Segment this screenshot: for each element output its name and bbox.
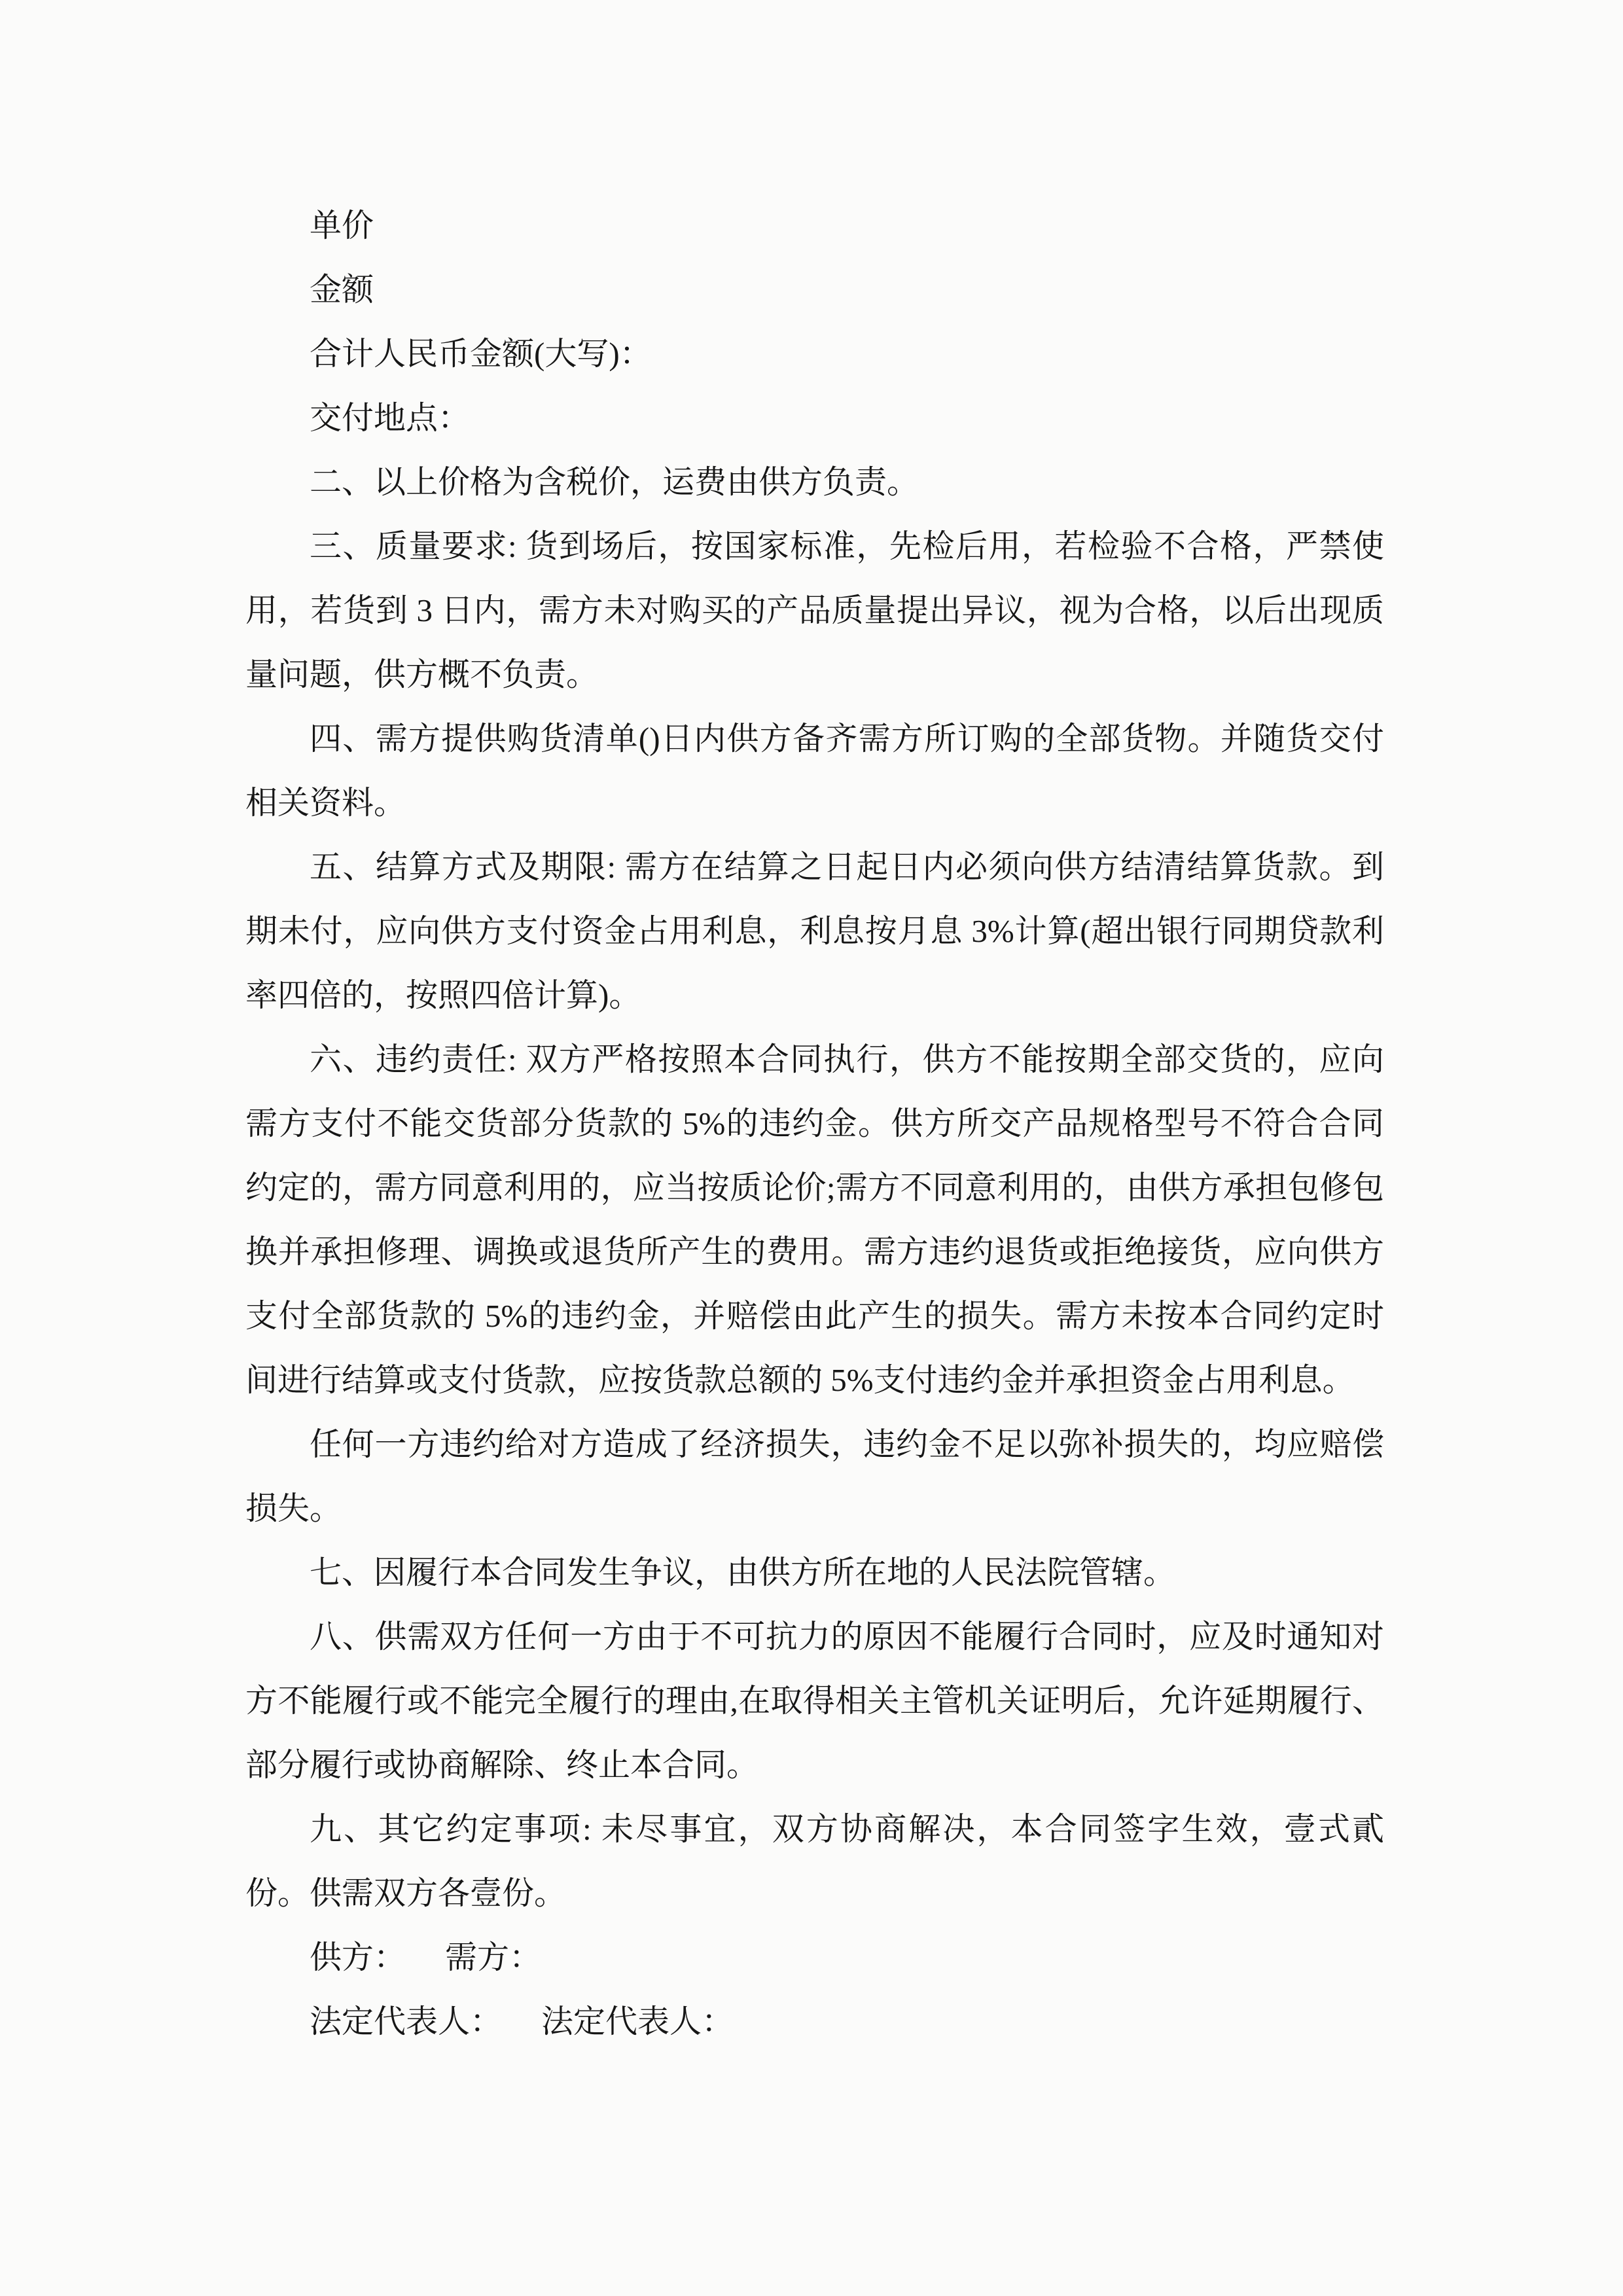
clause-9-other-matters: 九、其它约定事项: 未尽事宜，双方协商解决，本合同签字生效，壹式貳份。供需双方各壹份。 [245,1811,1384,1911]
contract-text-block [245,194,1384,2054]
clause-2-price-and-freight: 二、以上价格为含税价，运费由供方负责。 [310,464,919,500]
clause-8-force-majeure: 八、供需双方任何一方由于不可抗力的原因不能履行合同时，应及时通知对方不能履行或不能完全履行的理由,在取得相关主管机关证明后，允许延期履行、部分履行或协商解除、终止本合同。 [245,1619,1384,1783]
clause-5-settlement-terms: 五、结算方式及期限: 需方在结算之日起日内必须向供方结清结算货款。到期未付，应向供方支付资金占用利息，利息按月息 3%计算(超出银行同期贷款利率四倍的，按照四倍计算)。 [245,849,1384,1013]
buyer-label: 需方： [445,1939,542,1975]
clause-6-breach-liability: 六、违约责任: 双方严格按照本合同执行，供方不能按期全部交货的，应向需方支付不能交货部分货款的 5%的违约金。供方所交产品规格型号不符合合同约定的，需方同意利用的，应当按质论价;需方不同意利用的，由供方承担包修包换并承担修理、调换或退货所产生的费用。需方违约退货或拒绝接货，应向供方支付全部货款的 5%的违约金，并赔偿由此产生的损失。需方未按本合同约定时间进行结算或支付货款，应按货款总额的 5%支付违约金并承担资金占用利息。 [245,1041,1384,1398]
supplier-legal-rep-label: 法定代表人： [310,2003,503,2039]
clause-6-damages-supplement: 任何一方违约给对方造成了经济损失，违约金不足以弥补损失的，均应赔偿损失。 [245,1426,1384,1526]
clause-3-quality-requirements: 三、质量要求: 货到场后，按国家标准，先检后用，若检验不合格，严禁使用，若货到 3 日内，需方未对购买的产品质量提出异议，视为合格，以后出现质量问题，供方概不负责。 [245,528,1384,692]
supplier-label: 供方： [310,1939,406,1975]
line-unit-price: 单价 [310,207,374,243]
signature-parties-row [245,1926,1384,1990]
line-total-rmb-capital: 合计人民币金额(大写)： [310,336,652,372]
clause-4-purchase-list: 四、需方提供购货清单()日内供方备齐需方所订购的全部货物。并随货交付相关资料。 [245,721,1384,821]
line-amount: 金额 [310,272,374,308]
buyer-legal-rep-label: 法定代表人： [541,2003,734,2039]
clause-7-jurisdiction: 七、因履行本合同发生争议，由供方所在地的人民法院管辖。 [310,1554,1176,1590]
line-delivery-place: 交付地点： [310,400,471,436]
legal-representatives-row [245,1990,1384,2054]
